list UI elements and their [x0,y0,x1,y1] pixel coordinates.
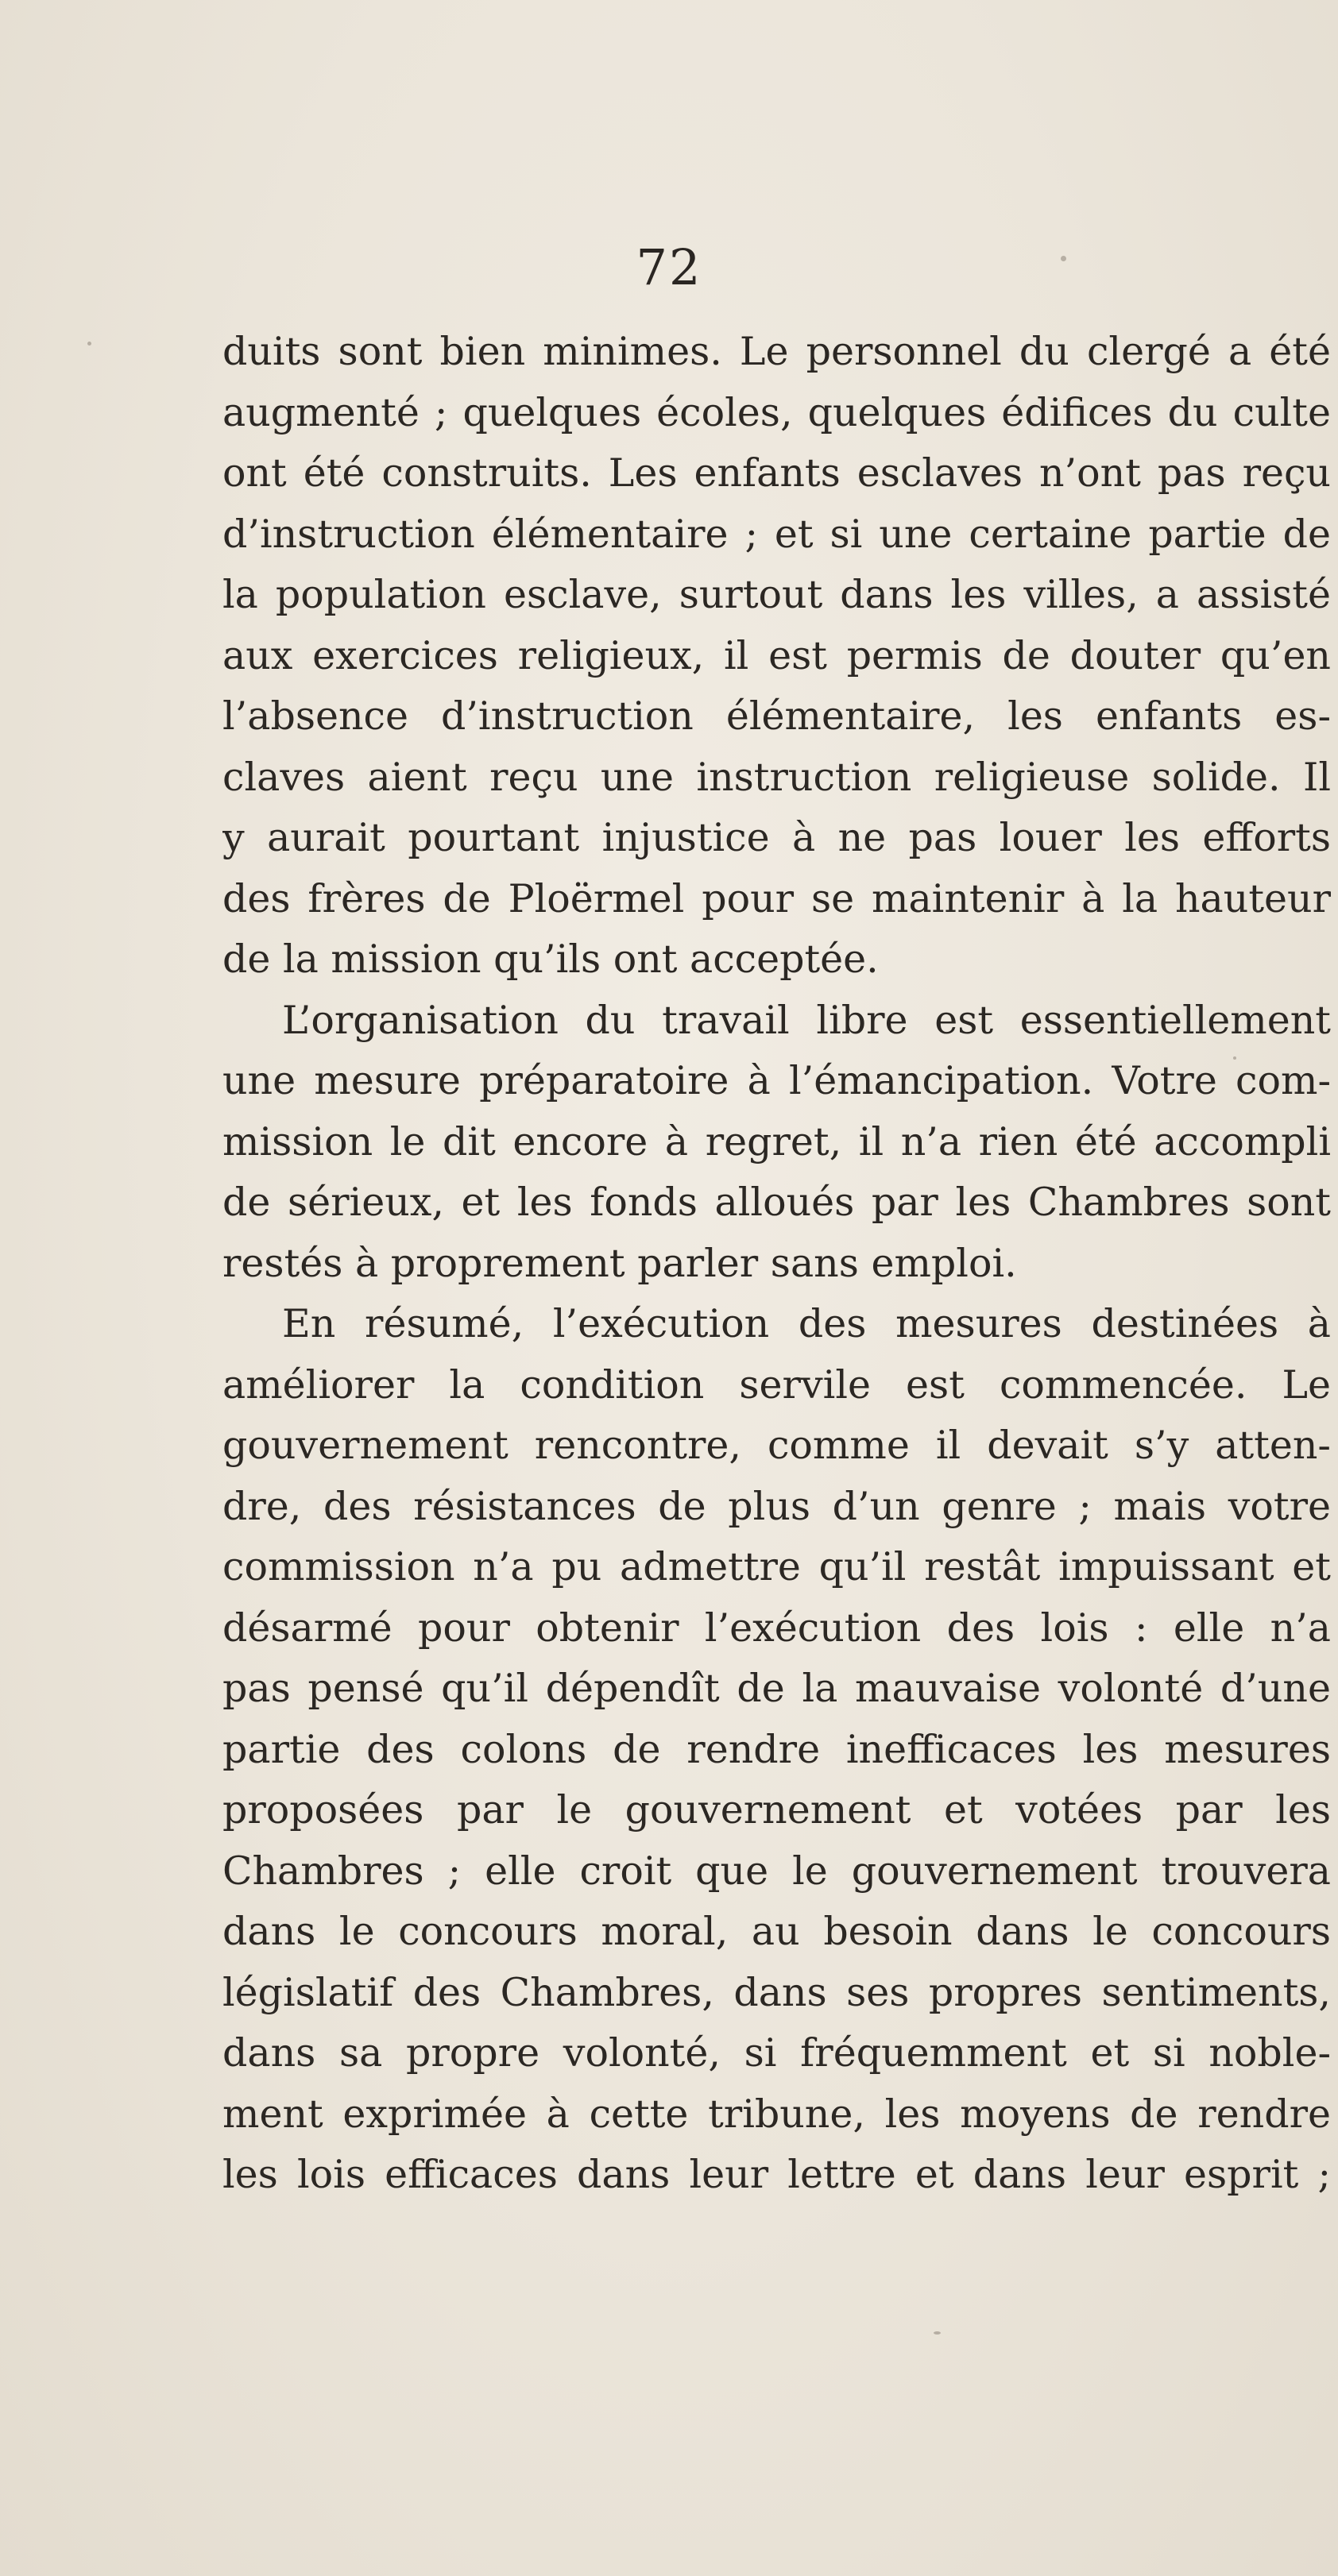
text-line: l’absence d’instruction élémentaire, les enfants es- [222,693,1331,739]
text-line: dans le concours moral, au besoin dans le concours [222,1909,1331,1954]
text-line: législatif des Chambres, dans ses propres sentiments, [222,1969,1331,2015]
text-line: améliorer la condition servile est commencée. Le [222,1361,1331,1408]
text-line: les lois efficaces dans leur lettre et dans leur esprit ; [222,2152,1331,2197]
text-line: d’instruction élémentaire ; et si une certaine partie de [222,511,1331,557]
paragraph-end-line: de la mission qu’ils ont acceptée. [222,937,879,982]
paragraph-end-line: restés à proprement parler sans emploi. [222,1240,1017,1286]
page-number: 72 [636,238,702,296]
paper-speck [87,342,91,346]
text-line: de sérieux, et les fonds alloués par les Chambres sont [222,1180,1331,1225]
text-line: désarmé pour obtenir l’exécution des lois : elle n’a [222,1605,1331,1651]
text-line: Chambres ; elle croit que le gouvernement trouvera [222,1848,1331,1894]
text-line: aux exercices religieux, il est permis de douter qu’en [222,632,1331,678]
paragraph-start-line: En résumé, l’exécution des mesures destinées à [282,1301,1331,1346]
paper-speck [934,2331,941,2335]
text-line: partie des colons de rendre inefficaces les mesures [222,1726,1331,1772]
text-line: ment exprimée à cette tribune, les moyens de rendre [222,2091,1331,2137]
text-line: des frères de Ploërmel pour se maintenir à la hauteur [222,875,1331,921]
body-text [222,322,1331,2206]
text-line: proposées par le gouvernement et votées par les [222,1787,1331,1833]
text-line: claves aient reçu une instruction religieuse solide. Il [222,754,1331,800]
text-line: pas pensé qu’il dépendît de la mauvaise volonté d’une [222,1666,1331,1711]
text-line: duits sont bien minimes. Le personnel du clergé a été [222,329,1331,374]
text-line: une mesure préparatoire à l’émancipation. Votre com- [222,1058,1331,1103]
text-line: la population esclave, surtout dans les villes, a assisté [222,572,1331,617]
text-line: commission n’a pu admettre qu’il restât impuissant et [222,1544,1331,1589]
text-line: dans sa propre volonté, si fréquemment et si noble- [222,2030,1331,2076]
text-line: dre, des résistances de plus d’un genre ; mais votre [222,1483,1331,1529]
text-line: gouvernement rencontre, comme il devait s’y atten- [222,1423,1331,1468]
text-line: ont été construits. Les enfants esclaves n’ont pas reçu [222,450,1331,496]
paragraph-start-line: L’organisation du travail libre est essentiellement [282,997,1331,1043]
text-line: augmenté ; quelques écoles, quelques édifices du culte [222,389,1331,435]
text-line: y aurait pourtant injustice à ne pas louer les efforts [222,815,1331,860]
text-line: mission le dit encore à regret, il n’a rien été accompli [222,1118,1331,1164]
